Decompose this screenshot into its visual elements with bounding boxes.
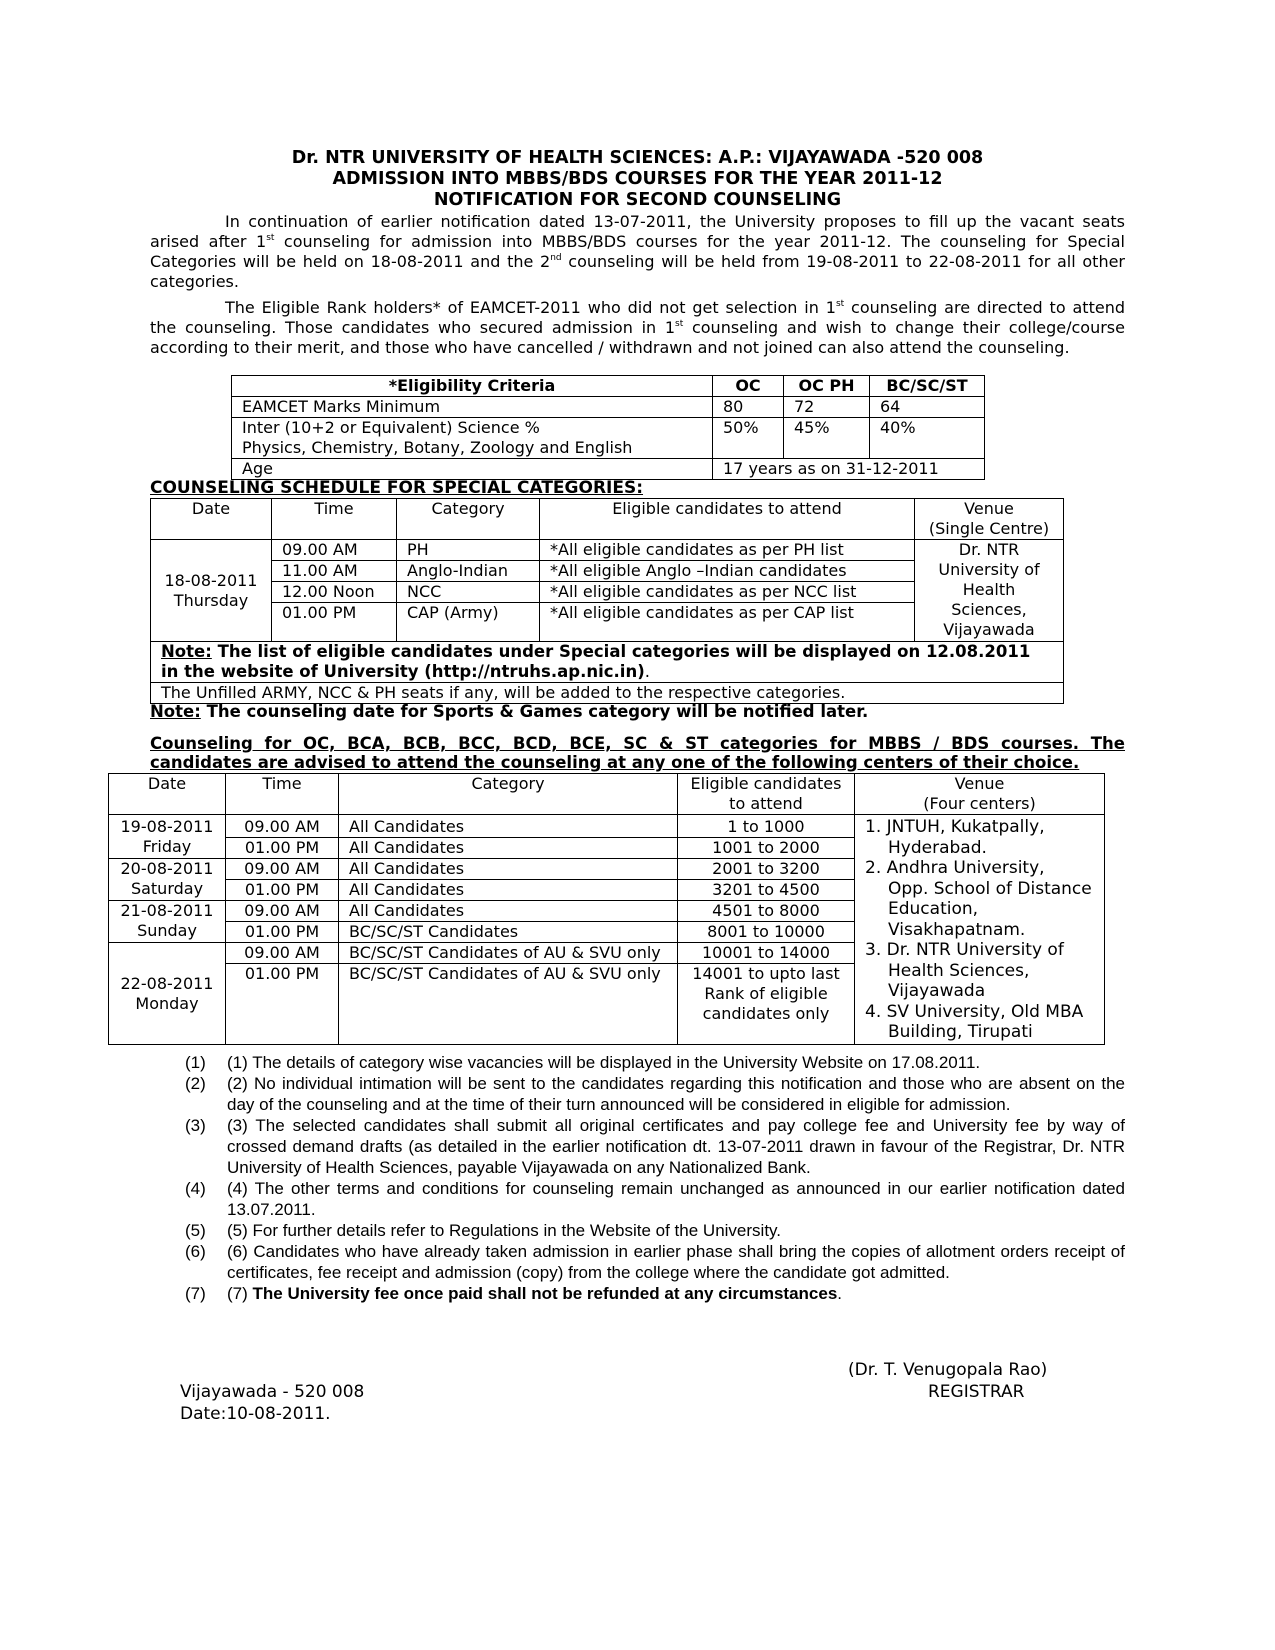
general-date: 22-08-2011 [120,973,214,993]
general-eligible: 4501 to 8000 [678,901,855,922]
para1-sup-1: st [266,233,275,243]
note-number: (6) [185,1242,206,1261]
para1-text-c: counseling will be held from 19-08-2011 to 22-08-2011 for all other categories. [150,252,1126,291]
special-eligible: *All eligible candidates as per CAP list [540,603,915,642]
para2-sup-2: st [675,319,684,329]
general-day: Monday [135,993,199,1013]
note-text: (1) The details of category wise vacancies will be displayed in the University Website on 17.08.2011. [227,1053,981,1072]
eligibility-cell: 50% [713,418,784,459]
eligibility-cell: 72 [784,397,870,418]
eligibility-cell: EAMCET Marks Minimum [232,397,713,418]
university-heading: Dr. NTR UNIVERSITY OF HEALTH SCIENCES: A.P.: VIJAYAWADA -520 008 [291,148,984,168]
eligibility-science-label [232,418,713,459]
science-label-line2: Physics, Chemistry, Botany, Zoology and English [242,438,633,457]
eligibility-age-value: 17 years as on 31-12-2011 [713,459,985,480]
special-note-cell [151,642,1064,683]
note-item-fee [185,1283,1125,1304]
note-item [185,1115,1125,1178]
venue-line: Sciences, [951,600,1027,619]
note-item [185,1220,1125,1241]
venue-line: Health Sciences, [888,960,1030,981]
para1-sup-2: nd [550,253,562,263]
general-category: All Candidates [339,815,678,838]
general-category: All Candidates [339,901,678,922]
note-number: (2) [185,1074,206,1093]
eligibility-cell: 40% [870,418,985,459]
eligibility-cell: 80 [713,397,784,418]
general-schedule-table [108,773,1105,1045]
para1-text-b: counseling for admission into MBBS/BDS courses for the year 2011-12. The counseling for Special Categories will be held on 18-08-2011 and the 2 [150,232,1126,271]
general-header-date: Date [109,774,226,815]
note-text: (5) For further details refer to Regulations in the Website of the University. [227,1221,782,1240]
registrar-name: (Dr. T. Venugopala Rao) [848,1360,1048,1380]
special-category: Anglo-Indian [397,561,540,582]
para2-text-a: The Eligible Rank holders* of EAMCET-2011 who did not get selection in 1 [225,298,836,317]
general-date-cell [109,943,226,1045]
special-day: Thursday [173,590,249,610]
note-number: (7) [185,1284,206,1303]
eligibility-table [231,375,985,480]
eligibility-header-ocph: OC PH [784,376,870,397]
special-date-cell [151,540,272,642]
special-schedule-table [150,498,1064,704]
eligible-header-line2: to attend [729,794,803,813]
general-header-venue [855,774,1105,815]
eligibility-header-bcscst: BC/SC/ST [870,376,985,397]
note-item [185,1052,1125,1073]
venue-line: Vijayawada [943,620,1035,639]
note-number: (5) [185,1221,206,1240]
special-header-category: Category [397,499,540,540]
general-eligible-last [678,964,855,1045]
place: Vijayawada - 520 008 [180,1382,365,1402]
venue-header-line1: Venue [964,499,1014,518]
general-eligible: 1001 to 2000 [678,838,855,859]
note-number: (1) [185,1053,206,1072]
general-time: 01.00 PM [226,838,339,859]
venue-line: Health [962,580,1016,599]
general-date-cell [109,859,226,901]
general-time: 09.00 AM [226,815,339,838]
notification-heading: NOTIFICATION FOR SECOND COUNSELING [433,190,842,210]
general-day: Saturday [130,879,204,898]
general-eligible: 8001 to 10000 [678,922,855,943]
general-date-cell [109,815,226,859]
general-category: BC/SC/ST Candidates [339,922,678,943]
general-category: BC/SC/ST Candidates of AU & SVU only [339,943,678,964]
venue-header-line2: (Single Centre) [928,519,1050,538]
note-item [185,1178,1125,1220]
general-time: 09.00 AM [226,859,339,880]
sports-note-label: Note: [150,702,201,721]
special-time: 12.00 Noon [272,582,397,603]
intro-paragraph [150,212,1125,292]
special-eligible: *All eligible candidates as per PH list [540,540,915,561]
special-note-text: The list of eligible candidates under Special categories will be displayed on 12.08.2011 in the website of University (http://ntruhs.ap.nic.in) [161,642,1031,681]
general-header-time: Time [226,774,339,815]
venue-line: Vijayawada [888,981,986,1001]
eligibility-header-oc: OC [713,376,784,397]
venue-line: Dr. NTR [958,540,1020,559]
general-header-category: Category [339,774,678,815]
venue-line: Building, Tirupati [888,1022,1033,1042]
special-time: 01.00 PM [272,603,397,642]
venue-line: 3. Dr. NTR University of [865,940,1064,960]
note-text: (6) Candidates who have already taken admission in earlier phase shall bring the copies of allotment orders receipt of certificates, fee receipt and admission (copy) from the college where the candidate got admitted. [227,1242,1125,1282]
general-category: All Candidates [339,838,678,859]
venue-header-line1: Venue [954,774,1005,793]
registrar-title: REGISTRAR [928,1382,1025,1402]
special-time: 11.00 AM [272,561,397,582]
venue-line: 2. Andhra University, [865,858,1045,878]
para1-text-a: In continuation of earlier notification dated 13-07-2011, the University proposes to fill up the vacant seats arised after 1 [150,212,1125,251]
note-end: . [837,1284,843,1303]
para2-sup-1: st [835,299,845,309]
sports-note-text: The counseling date for Sports & Games category will be notified later. [200,702,869,721]
para2-text-c: counseling and wish to change their college/course according to their merit, and those who have cancelled / withdrawn and not joined can also attend the counseling. [150,318,1125,357]
general-eligible: 1 to 1000 [678,815,855,838]
special-header-venue [915,499,1064,540]
para2-text-b: counseling are directed to attend the counseling. Those candidates who secured admission in 1 [150,298,1125,337]
notes-list [185,1052,1125,1304]
special-venue-cell [915,540,1064,642]
general-day: Friday [142,837,192,856]
note-number: (4) [185,1179,206,1198]
venue-line: University of [938,560,1040,579]
eligibility-cell: 45% [784,418,870,459]
note-number: (3) [185,1116,206,1135]
special-eligible: *All eligible Anglo –Indian candidates [540,561,915,582]
venue-line: 1. JNTUH, Kukatpally, [865,817,1045,837]
general-time: 01.00 PM [226,964,339,1045]
general-venue-cell [855,815,1105,1045]
general-category: All Candidates [339,859,678,880]
general-date: 20-08-2011 [120,859,214,878]
special-note-end: . [644,662,651,681]
eligible-paragraph [150,298,1125,358]
venue-line: Opp. School of Distance [888,878,1092,899]
special-category: NCC [397,582,540,603]
special-header-eligible: Eligible candidates to attend [540,499,915,540]
general-time: 01.00 PM [226,922,339,943]
eligible-line: 14001 to upto last [692,964,840,983]
venue-line: 4. SV University, Old MBA [865,1001,1084,1022]
note-prefix: (7) [227,1284,253,1303]
note-text: (3) The selected candidates shall submit all original certificates and pay college fee and University fee by way of crossed demand drafts (as detailed in the earlier notification dt. 13-07-2011 drawn in favour of the Registrar, Dr. NTR University of Health Sciences, payable Vijayawada on any Nationalized Bank. [227,1116,1125,1177]
venue-line: Hyderabad. [888,837,987,858]
sports-note [150,702,868,722]
eligibility-age-label: Age [232,459,713,480]
general-time: 09.00 AM [226,901,339,922]
general-eligible: 2001 to 3200 [678,859,855,880]
special-category: PH [397,540,540,561]
note-text: (2) No individual intimation will be sent to the candidates regarding this notification and those who are absent on the day of the counseling and at the time of their turn announced will be considered in eligible for admission. [227,1074,1125,1114]
general-category: All Candidates [339,880,678,901]
eligible-header-line1: Eligible candidates [690,774,842,793]
general-date: 19-08-2011 [120,817,214,836]
general-header-eligible [678,774,855,815]
general-time: 09.00 AM [226,943,339,964]
general-day: Sunday [137,921,197,940]
science-label-line1: Inter (10+2 or Equivalent) Science % [242,418,540,437]
venue-header-line2: (Four centers) [923,794,1036,813]
admission-heading: ADMISSION INTO MBBS/BDS COURSES FOR THE YEAR 2011-12 [332,169,943,189]
general-category: BC/SC/ST Candidates of AU & SVU only [339,964,678,1045]
unfilled-seats-note: The Unfilled ARMY, NCC & PH seats if any, will be added to the respective categories. [151,683,1064,704]
venue-line: Visakhapatnam. [888,919,1026,940]
special-date: 18-08-2011 [164,570,258,590]
general-eligible: 10001 to 14000 [678,943,855,964]
special-eligible: *All eligible candidates as per NCC list [540,582,915,603]
eligibility-cell: 64 [870,397,985,418]
fee-refund-note: The University fee once paid shall not be refunded at any circumstances [252,1284,838,1303]
venue-line: Education, [888,899,979,919]
eligibility-header-criteria: *Eligibility Criteria [232,376,713,397]
special-time: 09.00 AM [272,540,397,561]
issue-date: Date:10-08-2011. [180,1404,331,1424]
note-text: (4) The other terms and conditions for counseling remain unchanged as announced in our earlier notification dated 13.07.2011. [227,1179,1125,1219]
note-item [185,1073,1125,1115]
general-time: 01.00 PM [226,880,339,901]
special-header-date: Date [151,499,272,540]
general-date: 21-08-2011 [120,901,214,920]
general-schedule-title: Counseling for OC, BCA, BCB, BCC, BCD, BCE, SC & ST categories for MBBS / BDS courses. The candidates are advised to attend the counseling at any one of the following centers of their choice. [150,734,1125,772]
special-schedule-title: COUNSELING SCHEDULE FOR SPECIAL CATEGORIES: [150,478,644,498]
general-eligible: 3201 to 4500 [678,880,855,901]
special-header-time: Time [272,499,397,540]
note-item [185,1241,1125,1283]
special-category: CAP (Army) [397,603,540,642]
eligible-line: candidates only [702,1004,830,1023]
general-date-cell [109,901,226,943]
note-label: Note: [161,642,212,661]
eligible-line: Rank of eligible [704,984,828,1003]
